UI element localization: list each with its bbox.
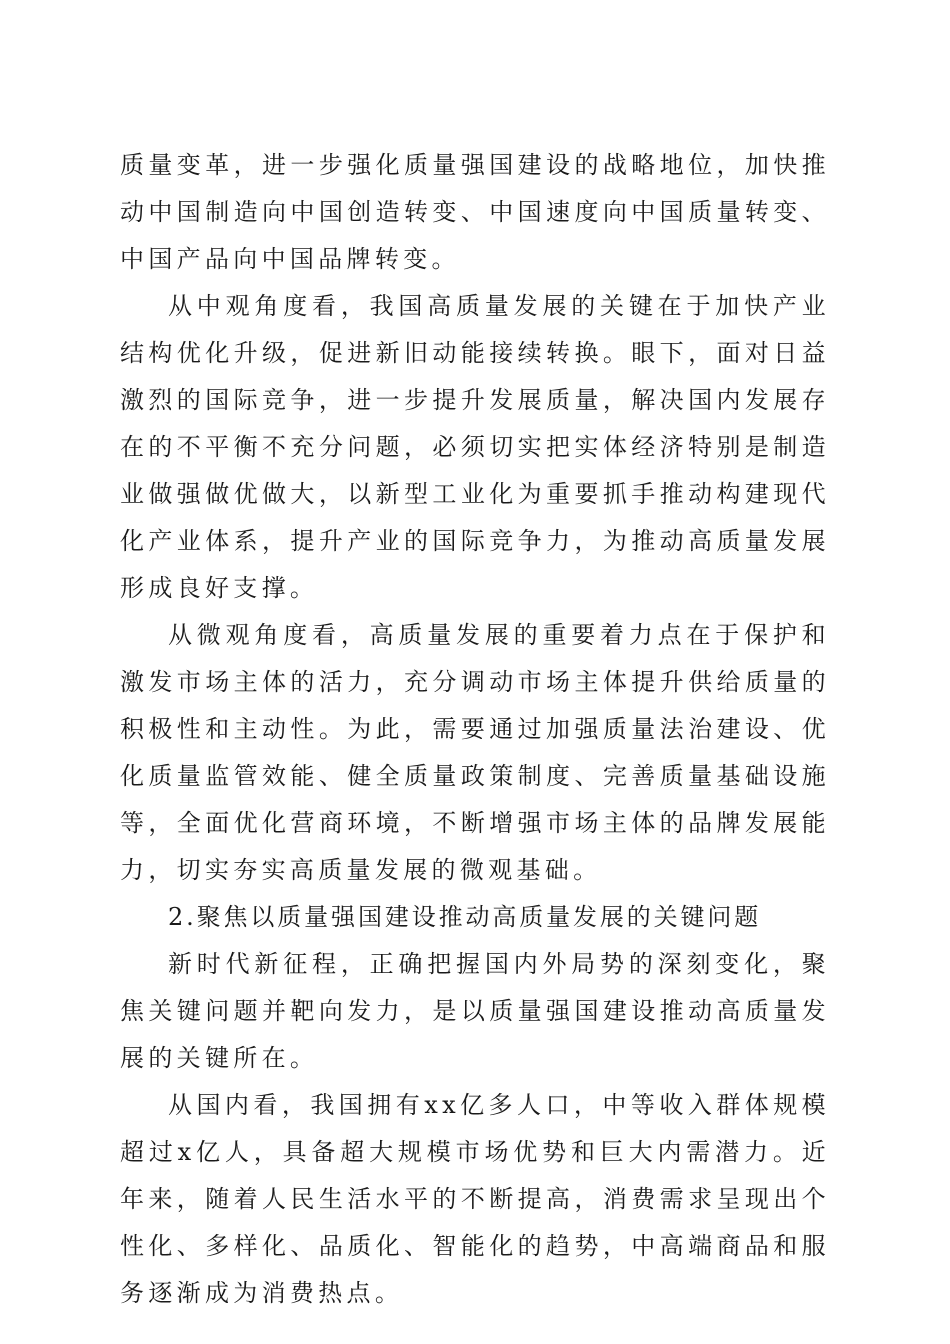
- paragraph-continuation: 质量变革，进一步强化质量强国建设的战略地位，加快推动中国制造向中国创造转变、中国速度向中国质量转变、中国产品向中国品牌转变。: [120, 151, 830, 273]
- paragraph-new-era: 新时代新征程，正确把握国内外局势的深刻变化，聚焦关键问题并靶向发力，是以质量强国建设推动高质量发展的关键所在。: [120, 950, 830, 1072]
- section-heading: 2.聚焦以质量强国建设推动高质量发展的关键问题: [168, 903, 762, 931]
- paragraph-domestic: 从国内看，我国拥有xx亿多人口，中等收入群体规模超过x亿人，具备超大规模市场优势和巨大内需潜力。近年来，随着人民生活水平的不断提高，消费需求呈现出个性化、多样化、品质化、智能化的趋势，中高端商品和服务逐渐成为消费热点。: [120, 1091, 830, 1307]
- paragraph-micro-perspective: 从微观角度看，高质量发展的重要着力点在于保护和激发市场主体的活力，充分调动市场主体提升供给质量的积极性和主动性。为此，需要通过加强质量法治建设、优化质量监管效能、健全质量政策制度、完善质量基础设施等，全面优化营商环境，不断增强市场主体的品牌发展能力，切实夯实高质量发展的微观基础。: [120, 621, 830, 884]
- document-body: [120, 142, 830, 1317]
- paragraph-meso-perspective: 从中观角度看，我国高质量发展的关键在于加快产业结构优化升级，促进新旧动能接续转换。眼下，面对日益激烈的国际竞争，进一步提升发展质量，解决国内发展存在的不平衡不充分问题，必须切实把实体经济特别是制造业做强做优做大，以新型工业化为重要抓手推动构建现代化产业体系，提升产业的国际竞争力，为推动高质量发展形成良好支撑。: [120, 292, 830, 602]
